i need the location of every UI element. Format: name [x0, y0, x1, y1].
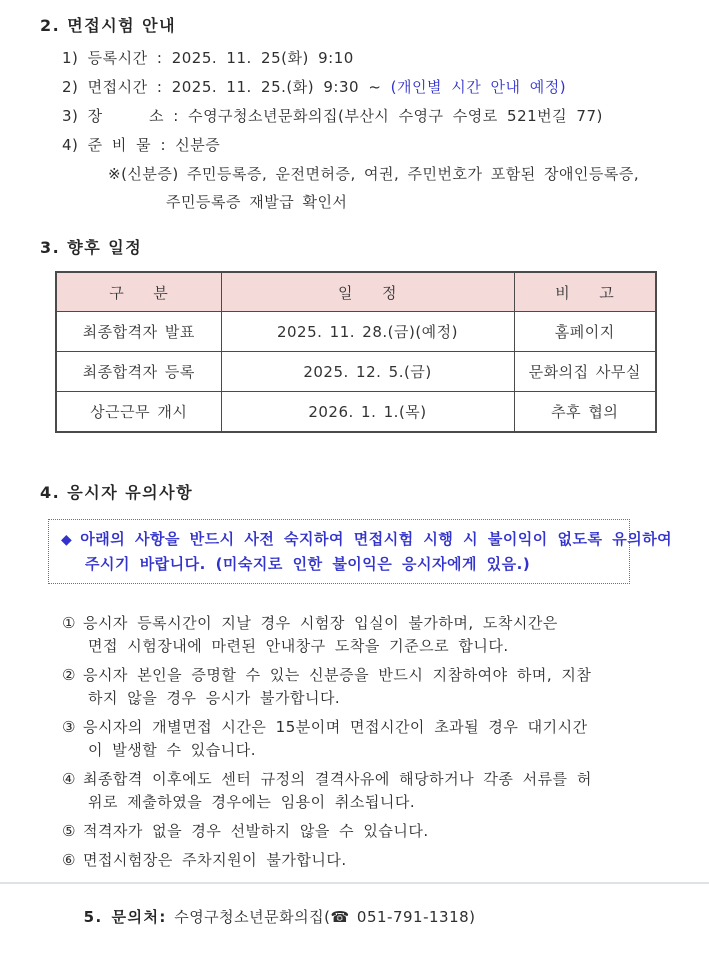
section-title-applicant-notes: 4. 응시자 유의사항 — [40, 483, 194, 502]
id-card-note-line1: ※(신분증) 주민등록증, 운전면허증, 여권, 주민번호가 포함된 장애인등록증, — [108, 165, 640, 183]
table-header-remark: 비 고 — [514, 272, 656, 312]
table-cell-category: 상근근무 개시 — [56, 392, 221, 433]
item-text: 적격자가 없을 경우 선발하지 않을 수 있습니다. — [82, 822, 429, 840]
table-cell-date: 2025. 11. 28.(금)(예정) — [221, 312, 514, 352]
numbered-item — [62, 768, 669, 814]
item-number: ② — [62, 666, 76, 684]
table-cell-category: 최종합격자 등록 — [56, 352, 221, 392]
item-text: 응시자의 개별면접 시간은 15분이며 면접시간이 초과될 경우 대기시간 — [82, 718, 588, 736]
table-row — [56, 312, 656, 352]
item-number: ⑥ — [62, 851, 76, 869]
numbered-item — [62, 664, 669, 710]
table-header-row — [56, 272, 656, 312]
list-item-interview-time — [62, 73, 669, 102]
interview-time-text: 2) 면접시간 : 2025. 11. 25.(화) 9:30 ~ — [62, 78, 391, 96]
item-text-continued: 면접 시험장내에 마련된 안내창구 도착을 기준으로 합니다. — [88, 637, 509, 655]
table-cell-date: 2025. 12. 5.(금) — [221, 352, 514, 392]
table-cell-category: 최종합격자 발표 — [56, 312, 221, 352]
item-number: ④ — [62, 770, 76, 788]
interview-time-note-blue: (개인별 시간 안내 예정) — [390, 78, 567, 96]
item-text-continued: 위로 제출하였을 경우에는 임용이 취소됩니다. — [88, 793, 416, 811]
numbered-item — [62, 716, 669, 762]
item-text: 면접시험장은 주차지원이 불가합니다. — [82, 851, 347, 869]
notice-box — [48, 519, 673, 584]
section-title-future-schedule: 3. 향후 일정 — [40, 238, 143, 257]
item-text: 최종합격 이후에도 센터 규정의 결격사유에 해당하거나 각종 서류를 허 — [82, 770, 592, 788]
table-cell-remark: 추후 협의 — [514, 392, 656, 433]
notice-line-1 — [61, 527, 673, 552]
section-interview-guide — [40, 14, 669, 216]
section-title-interview-guide: 2. 면접시험 안내 — [40, 16, 177, 35]
table-header-category: 구 분 — [56, 272, 221, 312]
item-text-continued: 이 발생할 수 있습니다. — [88, 741, 256, 759]
notice-line-2 — [85, 552, 617, 576]
table-header-date: 일 정 — [221, 272, 514, 312]
section-future-schedule — [40, 236, 669, 433]
item-number: ③ — [62, 718, 76, 736]
numbered-notes-list — [62, 612, 669, 872]
item-text: 응시자 등록시간이 지날 경우 시험장 입실이 불가하며, 도착시간은 — [82, 614, 558, 632]
list-item-required-items: 4) 준 비 물 : 신분증 — [62, 136, 221, 154]
table-row — [56, 392, 656, 433]
list-item-location: 3) 장 소 : 수영구청소년문화의집(부산시 수영구 수영로 521번길 77) — [62, 107, 603, 125]
table-cell-remark: 문화의집 사무실 — [514, 352, 656, 392]
list-item-registration-time: 1) 등록시간 : 2025. 11. 25(화) 9:10 — [62, 49, 354, 67]
section-applicant-notes — [40, 481, 673, 872]
schedule-table — [55, 271, 657, 433]
id-card-note-line2: 주민등록증 재발급 확인서 — [166, 193, 348, 211]
diamond-bullet-icon: ◆ — [61, 532, 73, 548]
notice-text-2: 주시기 바랍니다. (미숙지로 인한 불이익은 응시자에게 있음.) — [85, 555, 531, 573]
phone-icon: ☎ — [330, 908, 350, 926]
numbered-item — [62, 820, 669, 843]
notice-text-1: 아래의 사항을 반드시 사전 숙지하여 면접시험 시행 시 불이익이 없도록 유의하여 — [80, 530, 673, 548]
contact-phone-number: 051-791-1318) — [349, 908, 476, 926]
interview-info-list — [62, 44, 669, 216]
table-cell-date: 2026. 1. 1.(목) — [221, 392, 514, 433]
table-row — [56, 352, 656, 392]
page-bottom-divider — [0, 882, 709, 884]
table-cell-remark: 홈페이지 — [514, 312, 656, 352]
item-number: ⑤ — [62, 822, 76, 840]
numbered-item — [62, 612, 669, 658]
contact-line — [40, 881, 669, 953]
contact-label: 5. 문의처: — [83, 908, 167, 926]
numbered-item — [62, 849, 669, 872]
item-number: ① — [62, 614, 76, 632]
item-text-continued: 하지 않을 경우 응시가 불가합니다. — [88, 689, 341, 707]
contact-org: 수영구청소년문화의집( — [166, 908, 331, 926]
item-text: 응시자 본인을 증명할 수 있는 신분증을 반드시 지참하여야 하며, 지참 — [82, 666, 592, 684]
